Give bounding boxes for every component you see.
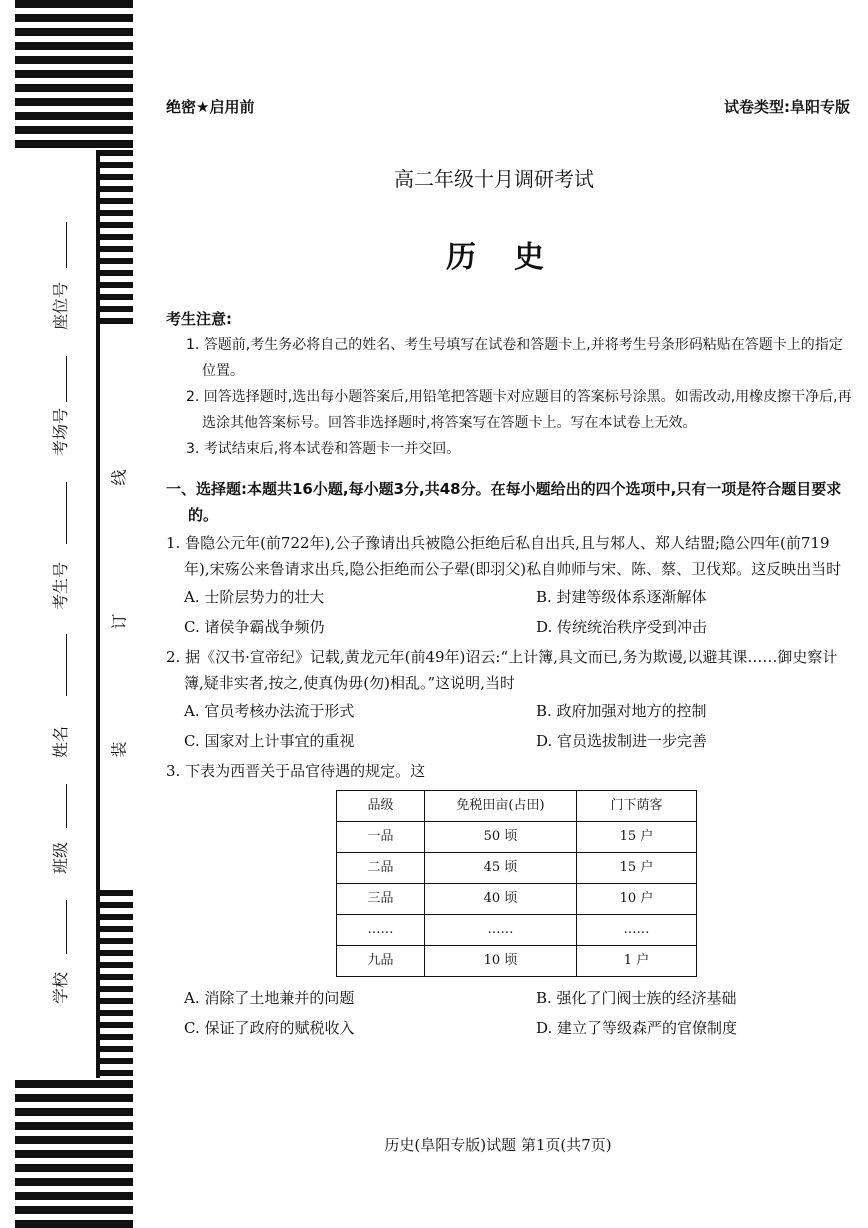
stripe [97,150,133,156]
exam-title: 高二年级十月调研考试 [394,167,594,191]
stripe [15,112,133,120]
stripe [97,1022,133,1028]
stripe [15,14,133,22]
table-header: 免税田亩(占田) [425,791,577,822]
stripe [97,294,133,300]
cut-line-char-zhuang: 装 [107,739,130,759]
stripe [15,56,133,64]
class-label: 班级 [51,841,70,874]
question-1: 1. 鲁隐公元年(前722年),公子豫请出兵被隐公拒绝后私自出兵,且与邾人、郑人结盟;隐公四年(前719年),宋殇公来鲁请求出兵,隐公拒绝而公子翚(即羽父)私自帅师与宋、陈、蔡、卫伐郑。这反映出当时 [166,534,842,578]
stripe [97,914,133,920]
table-row [337,946,697,977]
option-b[interactable]: B. 政府加强对地方的控制 [536,702,707,720]
cut-line-char-xian: 线 [107,467,130,487]
stripe [15,98,133,106]
stripe [15,1178,133,1186]
stripe [15,84,133,92]
stripe [15,140,133,148]
table-cell: 15 户 [577,822,697,853]
exam-room-field[interactable] [66,356,67,402]
stripe [97,998,133,1004]
confidential-mark: 绝密★启用前 [166,98,255,116]
option-a[interactable]: A. 士阶层势力的壮大 [184,588,325,606]
table-cell: 50 顷 [425,822,577,853]
stripe [15,126,133,134]
stripe [97,306,133,312]
stripe [97,1034,133,1040]
question-2-options [166,696,852,756]
notice-item: 2. 回答选择题时,选出每小题答案后,用铅笔把答题卡对应题目的答案标号涂黑。如需改动,用橡皮擦干净后,再选涂其他答案标号。回答非选择题时,将答案写在答题卡上。写在本试卷上无效。 [186,389,852,431]
table-cell: 15 户 [577,853,697,884]
stripe [97,1010,133,1016]
cut-line-char-ding: 订 [107,611,130,631]
table-cell: 10 顷 [425,946,577,977]
stripe [15,1164,133,1172]
stripe [97,986,133,992]
option-a[interactable]: A. 官员考核办法流于形式 [184,702,355,720]
option-b[interactable]: B. 强化了门阀士族的经济基础 [536,989,737,1007]
stripe [15,42,133,50]
stripe [15,1094,133,1102]
table-header: 品级 [337,791,425,822]
stripe [97,318,133,324]
school-field[interactable] [66,900,67,954]
question-2: 2. 据《汉书·宣帝纪》记载,黄龙元年(前49年)诏云:“上计簿,具文而已,务为欺谩,以避其课……御史察计簿,疑非实者,按之,使真伪毋(勿)相乱。”这说明,当时 [166,648,838,692]
stripe [97,198,133,204]
stripe [97,282,133,288]
option-c[interactable]: C. 保证了政府的赋税收入 [184,1019,355,1037]
table-cell: 一品 [337,822,425,853]
name-label: 姓名 [51,725,70,758]
question-3-options [166,983,852,1043]
notice-item: 3. 考试结束后,将本试卷和答题卡一并交回。 [186,441,461,457]
stripe [97,1070,133,1076]
table-cell: 三品 [337,884,425,915]
question-1-options [166,582,852,642]
question-3: 3. 下表为西晋关于品官待遇的规定。这 [166,762,426,780]
stripe [97,222,133,228]
stripe [97,1058,133,1064]
table-cell: 九品 [337,946,425,977]
option-a[interactable]: A. 消除了土地兼并的问题 [184,989,355,1007]
stripe [97,974,133,980]
table-row [337,853,697,884]
stripe [15,0,133,8]
table-header-row [337,791,697,822]
binding-stripes-top [15,0,133,150]
option-d[interactable]: D. 传统统治秩序受到冲击 [536,618,708,636]
table-cell: …… [425,915,577,946]
seat-number-label: 座位号 [51,281,70,330]
stripe [97,938,133,944]
class-field[interactable] [66,784,67,828]
notice-title: 考生注意: [166,310,232,328]
option-c[interactable]: C. 国家对上计事宜的重视 [184,732,355,750]
page-footer: 历史(阜阳专版)试题 第1页(共7页) [384,1136,612,1154]
notice-item: 1. 答题前,考生务必将自己的姓名、考生号填写在试卷和答题卡上,并将考生号条形码粘贴在答题卡上的指定位置。 [186,337,843,379]
stripe [15,1220,133,1228]
table-header: 门下荫客 [577,791,697,822]
rank-treatment-table [336,790,697,977]
stripe [97,926,133,932]
stripe [15,1108,133,1116]
table-row [337,915,697,946]
option-c[interactable]: C. 诸侯争霸战争频仍 [184,618,325,636]
option-d[interactable]: D. 官员选拔制进一步完善 [536,732,708,750]
stripe [97,902,133,908]
stripe [15,70,133,78]
name-field[interactable] [66,634,67,696]
stripe [15,1206,133,1214]
table-cell: 40 顷 [425,884,577,915]
stripe [15,1192,133,1200]
option-d[interactable]: D. 建立了等级森严的官僚制度 [536,1019,738,1037]
candidate-number-field[interactable] [66,482,67,544]
option-b[interactable]: B. 封建等级体系逐渐解体 [536,588,707,606]
table-cell: 1 户 [577,946,697,977]
stripe [97,1046,133,1052]
exam-room-label: 考场号 [51,407,70,456]
school-label: 学校 [51,971,70,1004]
table-row [337,884,697,915]
stripe [97,210,133,216]
exam-content [166,306,852,1043]
table-cell: …… [337,915,425,946]
table-cell: …… [577,915,697,946]
candidate-number-label: 考生号 [51,561,70,610]
table-cell: 二品 [337,853,425,884]
stripe [97,890,133,896]
section-heading: 一、选择题:本题共16小题,每小题3分,共48分。在每小题给出的四个选项中,只有一项是符合题目要求的。 [166,480,842,524]
subject-title: 历史 [446,240,582,275]
table-cell: 10 户 [577,884,697,915]
paper-type: 试卷类型:阜阳专版 [724,98,850,116]
stripe [97,950,133,956]
binding-line [96,150,100,1078]
table-row [337,822,697,853]
table-cell: 45 顷 [425,853,577,884]
stripe [15,1122,133,1130]
stripe [15,28,133,36]
stripe [97,962,133,968]
stripe [15,1080,133,1088]
